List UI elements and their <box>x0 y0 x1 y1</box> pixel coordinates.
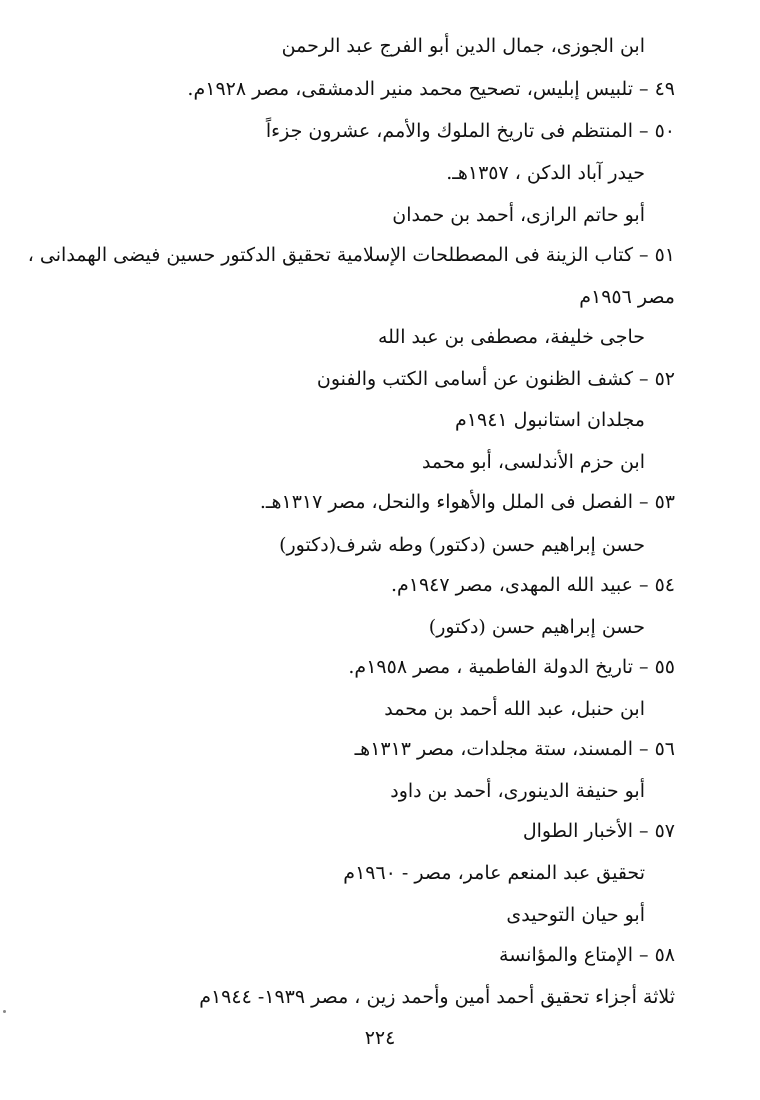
bibliography-entry-58: ٥٨ – الإمتاع والمؤانسة <box>499 944 675 966</box>
bibliography-entry-56: ٥٦ – المسند، ستة مجلدات، مصر ١٣١٣هـ <box>354 738 675 760</box>
bibliography-entry-51: ٥١ – كتاب الزينة فى المصطلحات الإسلامية تحقيق الدكتور حسين فيضى الهمدانى ، <box>27 244 675 266</box>
author-line: ابن حزم الأندلسى، أبو محمد <box>421 451 645 473</box>
bibliography-entry-57: ٥٧ – الأخبار الطوال <box>522 820 675 842</box>
author-line: أبو حنيفة الدينورى، أحمد بن داود <box>390 780 645 802</box>
bibliography-entry-52: ٥٢ – كشف الظنون عن أسامى الكتب والفنون <box>316 368 675 390</box>
author-line: ابن حنبل، عبد الله أحمد بن محمد <box>384 698 645 720</box>
scan-mark <box>3 1010 6 1013</box>
bibliography-entry-55: ٥٥ – تاريخ الدولة الفاطمية ، مصر ١٩٥٨م. <box>348 656 675 678</box>
publication-line: مصر ١٩٥٦م <box>579 286 675 308</box>
publication-line: حيدر آباد الدكن ، ١٣٥٧هـ. <box>446 162 645 184</box>
page-number: ٢٢٤ <box>364 1027 396 1049</box>
bibliography-entry-50: ٥٠ – المنتظم فى تاريخ الملوك والأمم، عشرون جزءاً <box>265 120 675 142</box>
author-line: حسن إبراهيم حسن (دكتور) وطه شرف(دكتور) <box>279 534 645 556</box>
bibliography-entry-53: ٥٣ – الفصل فى الملل والأهواء والنحل، مصر ١٣١٧هـ. <box>259 491 675 513</box>
author-line: أبو حاتم الرازى، أحمد بن حمدان <box>392 204 645 226</box>
author-line: حاجى خليفة، مصطفى بن عبد الله <box>377 326 645 348</box>
author-line: أبو حيان التوحيدى <box>506 904 645 926</box>
author-line: حسن إبراهيم حسن (دكتور) <box>428 616 645 638</box>
bibliography-entry-54: ٥٤ – عبيد الله المهدى، مصر ١٩٤٧م. <box>390 574 675 596</box>
author-line: ابن الجوزى، جمال الدين أبو الفرج عبد الرحمن <box>281 35 645 57</box>
bibliography-entry-49: ٤٩ – تلبيس إبليس، تصحيح محمد منير الدمشقى، مصر ١٩٢٨م. <box>187 78 675 100</box>
publication-line: مجلدان استانبول ١٩٤١م <box>455 409 645 431</box>
publication-line: ثلاثة أجزاء تحقيق أحمد أمين وأحمد زين ، مصر ١٩٣٩- ١٩٤٤م <box>199 986 675 1008</box>
publication-line: تحقيق عبد المنعم عامر، مصر - ١٩٦٠م <box>343 862 645 884</box>
